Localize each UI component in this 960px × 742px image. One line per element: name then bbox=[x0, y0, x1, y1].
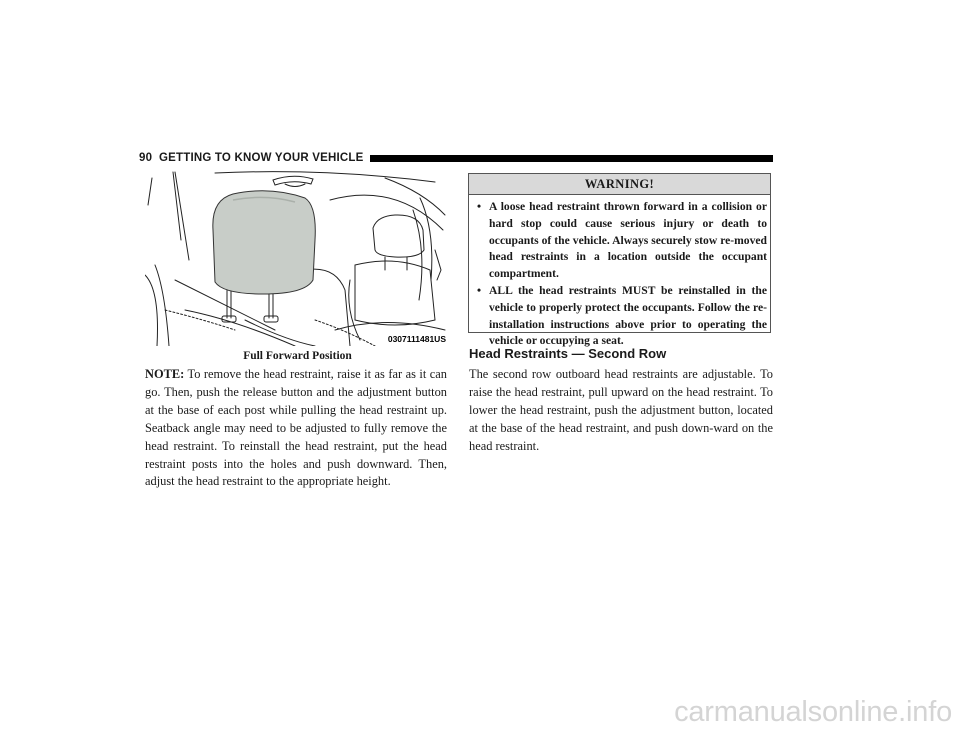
section-body: The second row outboard head restraints are adjustable. To raise the head restraint, pull upward on the head restraint. To lower the head restraint, push the adjustment button, located at the base of the head restraint, and push down-ward on the head restraint. bbox=[469, 367, 773, 453]
illustration-drawing bbox=[145, 170, 450, 346]
header-text bbox=[139, 152, 370, 164]
warning-box bbox=[468, 173, 771, 348]
header-rule bbox=[370, 155, 773, 162]
header-section-title: GETTING TO KNOW YOUR VEHICLE bbox=[159, 152, 364, 164]
warning-item-text: ALL the head restraints MUST be reinstalled in the vehicle to properly protect the occupants. Follow the re-installation instructions above prior to operating the vehicle or occupying a seat. bbox=[489, 283, 767, 348]
bullet-icon: • bbox=[477, 200, 482, 213]
note-text: To remove the head restraint, raise it as far as it can go. Then, push the release button and the adjustment button at the base of each post while pulling the head restraint up. Seatback angle may need to be adjusted to fully remove the head restraint. To reinstall the head restraint, put the head restraint posts into the holes and push downward. Then, adjust the head restraint to the appropriate height. bbox=[145, 367, 447, 489]
warning-item bbox=[477, 199, 767, 283]
watermark: carmanualsonline.info bbox=[674, 696, 952, 728]
warning-title: WARNING! bbox=[469, 174, 770, 195]
figure-caption: Full Forward Position bbox=[243, 350, 352, 362]
page-header bbox=[139, 151, 773, 165]
bullet-icon: • bbox=[477, 283, 482, 297]
warning-list bbox=[469, 195, 770, 350]
figure-code: 0307111481US bbox=[387, 334, 446, 344]
warning-item-text: A loose head restraint thrown forward in a collision or hard stop could cause serious injury or death to occupants of the vehicle. Always securely stow re-moved head restraints in a location outside the occupant compartment. bbox=[489, 200, 767, 281]
head-restraint-illustration bbox=[145, 170, 450, 346]
head-restraint-shape bbox=[213, 191, 315, 294]
section-heading: Head Restraints — Second Row bbox=[469, 346, 667, 361]
page-number: 90 bbox=[139, 152, 153, 164]
note-label: NOTE: bbox=[145, 367, 185, 381]
note-paragraph bbox=[145, 366, 447, 491]
warning-item bbox=[477, 283, 767, 350]
